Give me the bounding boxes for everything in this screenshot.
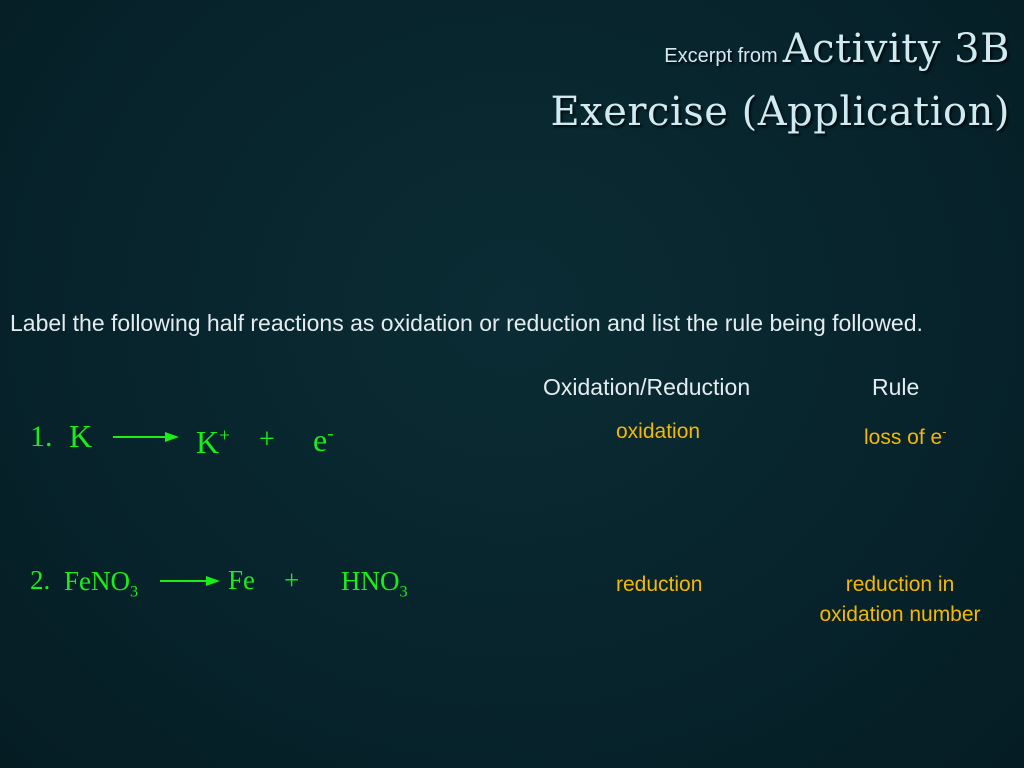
reaction-2-reactant-subscript: 3 [130, 582, 139, 601]
reaction-1-type: oxidation [616, 420, 701, 443]
reaction-1-product-1 [196, 424, 230, 461]
reaction-2-product-2-formula: HNO [341, 566, 400, 596]
reaction-2-type: reduction [616, 573, 703, 596]
title-subtitle: Exercise (Application) [550, 89, 1010, 135]
column-header-type: Oxidation/Reduction [543, 374, 751, 400]
reaction-1-product-1-symbol: K [196, 424, 220, 460]
reaction-2-product-1: Fe [228, 565, 255, 595]
reaction-2-plus: + [284, 565, 300, 595]
reaction-2-reactant [64, 566, 138, 601]
reaction-1-plus: + [259, 424, 275, 455]
reaction-2-number: 2. [30, 565, 51, 595]
title-prefix: Excerpt from [664, 45, 778, 67]
column-header-rule: Rule [872, 374, 920, 400]
reaction-2-rule [790, 570, 1010, 630]
reaction-1-arrow-icon [113, 430, 179, 444]
reaction-1-product-2-charge: - [327, 423, 334, 445]
reaction-1-reactant: K [69, 418, 93, 454]
title-activity: Activity 3B [782, 26, 1010, 72]
reaction-2-product-2-subscript: 3 [399, 582, 408, 601]
reaction-2-product-2 [341, 566, 408, 601]
reaction-2-rule-line-1: reduction in [845, 573, 955, 596]
reaction-2-reactant-formula: FeNO [64, 566, 130, 596]
reaction-2-arrow-icon [160, 574, 220, 588]
reaction-1-rule-text: loss of e [864, 426, 943, 449]
slide-title [550, 22, 1010, 140]
reaction-1-product-2-symbol: e [313, 422, 328, 458]
reaction-1-number: 1. [30, 420, 53, 453]
reaction-1-product-2 [313, 422, 334, 459]
reaction-1-product-1-charge: + [219, 425, 230, 447]
reaction-1-rule [864, 417, 946, 453]
title-line-1 [550, 22, 1010, 84]
reaction-1-rule-charge: - [942, 425, 947, 439]
instruction-text: Label the following half reactions as oxidation or reduction and list the rule being followed. [10, 310, 923, 336]
reaction-2-rule-line-2: oxidation number [819, 603, 981, 626]
